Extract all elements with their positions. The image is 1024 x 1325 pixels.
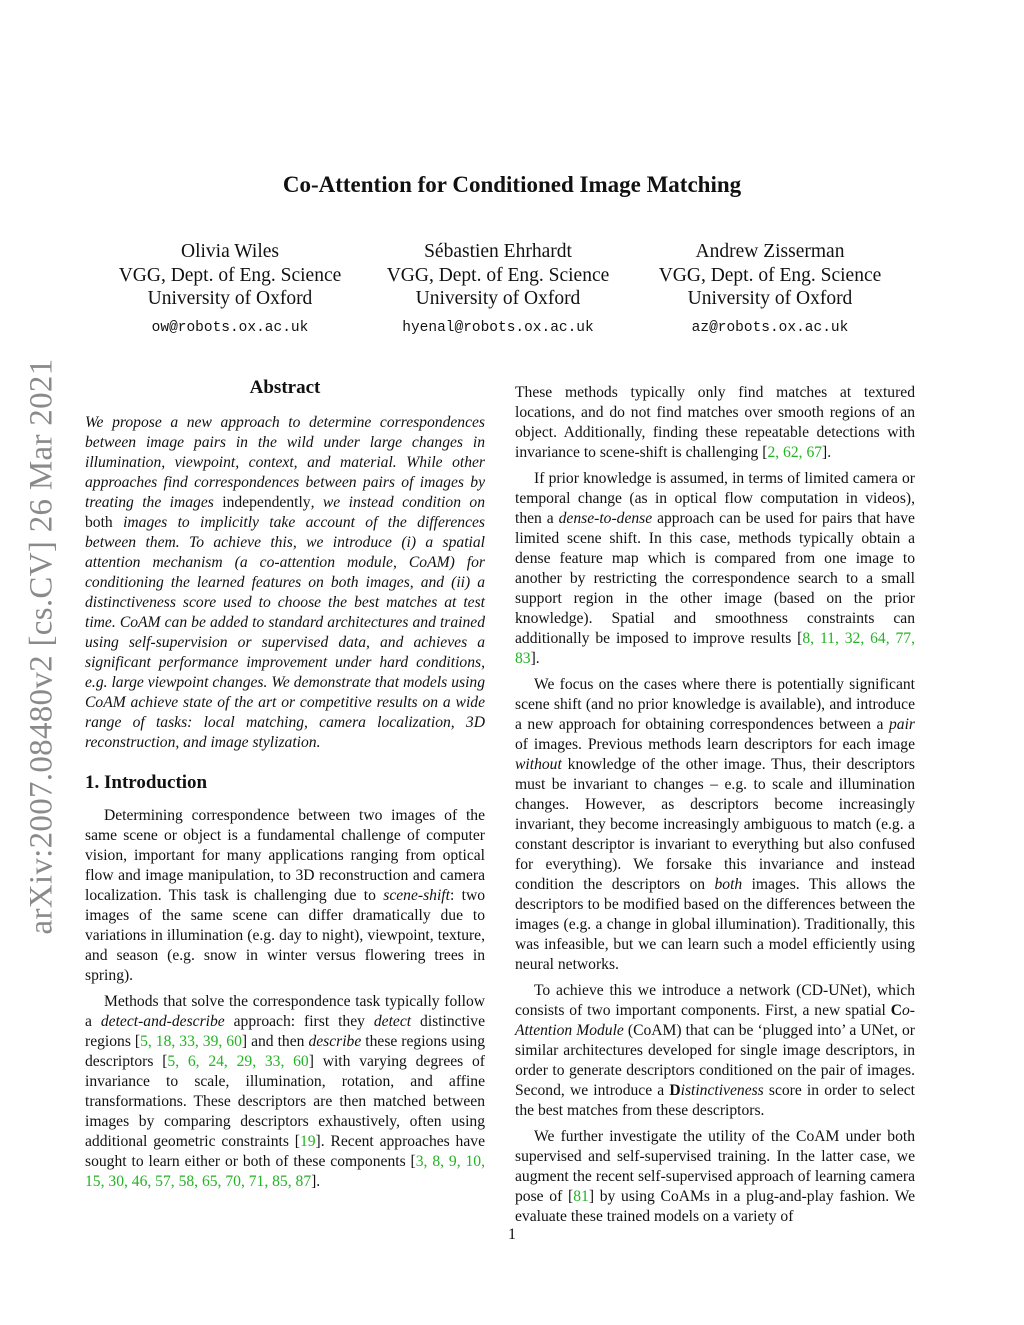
author-3	[640, 240, 900, 340]
body-paragraph: If prior knowledge is assumed, in terms of limited camera or temporal change (as in optical flow computation in videos), then a dense-to-dense approach can be used for pairs that have limited scene shift. In this case, methods typically obtain a dense feature map which is compared from one image to another by restricting the correspondence search to a small support region in the other image (based on the prior knowledge). Spatial and smoothness constraints can additionally be imposed to improve results [8, 11, 32, 64, 77, 83].	[515, 470, 915, 667]
right-column	[515, 383, 915, 1233]
intro-paragraph-2: Methods that solve the correspondence task typically follow a detect-and-describe approach: first they detect distinctive regions [5, 18, 33, 39, 60] and then describe these regions using descriptors [5, 6, 24, 29, 33, 60] with varying degrees of invariance to scale, illumination, rotation, and affine transformations. These descriptors are then matched between images by comparing descriptors exhaustively, often using additional geometric constraints [19]. Recent approaches have sought to learn either or both of these components [3, 8, 9, 10, 15, 30, 46, 57, 58, 65, 70, 71, 85, 87].	[85, 993, 486, 1190]
arxiv-stamp-text: arXiv:2007.08480v2 [cs.CV] 26 Mar 2021	[23, 358, 60, 934]
intro-paragraph-1: Determining correspondence between two images of the same scene or object is a fundamental challenge of computer vision, important for many applications ranging from optical flow and image manipulation, to 3D reconstruction and camera localization. This task is challenging due to scene-shift: two images of the same scene can differ dramatically due to variations in illumination (e.g. day to night), viewpoint, texture, and season (e.g. snow in winter versus flowering trees in spring).	[85, 807, 486, 984]
citation-link[interactable]: 5, 18, 33, 39, 60	[140, 1033, 242, 1050]
body-paragraph: To achieve this we introduce a network (CD-UNet), which consists of two important components. First, a new spatial Co-Attention Module (CoAM) that can be ‘plugged into’ a UNet, or similar architectures developed for single image descriptors, in order to generate descriptors conditioned on the pair of images. Second, we introduce a Distinctiveness score in order to select the best matches from these descriptors.	[515, 982, 915, 1119]
author-affiliation: VGG, Dept. of Eng. Science	[658, 264, 882, 286]
author-name: Sébastien Ehrhardt	[424, 241, 572, 262]
author-email[interactable]: ow@robots.ox.ac.uk	[151, 319, 309, 336]
author-email[interactable]: az@robots.ox.ac.uk	[691, 319, 849, 336]
abstract-heading: Abstract	[249, 377, 321, 398]
citation-link[interactable]: 81	[573, 1188, 589, 1205]
left-column	[85, 378, 485, 1198]
paper-title: Co-Attention for Conditioned Image Matching	[282, 172, 742, 197]
page-number: 1	[508, 1226, 516, 1243]
abstract-text: We propose a new approach to determine correspondences between image pairs in the wild under large changes in illumination, viewpoint, context, and material. While other approaches find correspondences between pairs of images by treating the images independently, we instead condition on both images to implicitly take account of the differences between them. To achieve this, we introduce (i) a spatial attention mechanism (a co-attention module, CoAM) for conditioning the learned features on both images, and (ii) a distinctiveness score used to choose the best matches at test time. CoAM can be added to standard architectures and trained using self-supervision or supervised data, and achieves a significant performance improvement under hard conditions, e.g. large viewpoint changes. We demonstrate that models using CoAM achieve state of the art or competitive results on a wide range of tasks: local matching, camera localization, 3D reconstruction, and image stylization.	[85, 414, 485, 751]
body-paragraph: These methods typically only find matches at textured locations, and do not find matches over smooth regions of an object. Additionally, finding these repeatable detections with invariance to scene-shift is challenging [2, 62, 67].	[515, 384, 915, 461]
author-affiliation: VGG, Dept. of Eng. Science	[118, 264, 342, 286]
citation-link[interactable]: 8, 11, 32, 64, 77, 83	[515, 630, 915, 667]
citation-link[interactable]: 19	[299, 1133, 316, 1150]
citation-link[interactable]: 2, 62, 67	[767, 444, 823, 461]
body-paragraph: We further investigate the utility of the CoAM under both supervised and self-supervised training. In the latter case, we augment the recent self-supervised approach of learning camera pose of [81] by using CoAMs in a plug-and-play fashion. We evaluate these trained models on a variety of	[515, 1128, 915, 1225]
section-heading-introduction: 1. Introduction	[85, 772, 208, 793]
author-name: Andrew Zisserman	[695, 241, 845, 262]
author-email[interactable]: hyenal@robots.ox.ac.uk	[402, 319, 594, 336]
citation-link[interactable]: 3, 8, 9, 10, 15, 30, 46, 57, 58, 65, 70, 71, 85, 87	[85, 1153, 485, 1190]
author-institution: University of Oxford	[687, 288, 853, 309]
author-name: Olivia Wiles	[181, 241, 279, 262]
author-2	[368, 240, 628, 340]
author-affiliation: VGG, Dept. of Eng. Science	[386, 264, 610, 286]
author-institution: University of Oxford	[415, 288, 581, 309]
author-institution: University of Oxford	[147, 288, 313, 309]
body-paragraph: We focus on the cases where there is potentially significant scene shift (and no prior knowledge is available), and introduce a new approach for obtaining correspondences between a pair of images. Previous methods learn descriptors for each image without knowledge of the other image. Thus, their descriptors must be invariant to changes – e.g. to scale and illumination changes. However, as descriptors become increasingly invariant, they become increasingly ambiguous to match (e.g. a constant descriptor is invariant to everything but also confused for everything). We forsake this invariance and instead condition the descriptors on both images. This allows the descriptors to be modified based on the differences between the images (e.g. a change in global illumination). Traditionally, this was infeasible, but we can learn such a model efficiently using neural networks.	[515, 676, 915, 973]
arxiv-stamp	[6, 354, 78, 938]
author-1	[100, 240, 360, 340]
citation-link[interactable]: 5, 6, 24, 29, 33, 60	[167, 1053, 309, 1070]
